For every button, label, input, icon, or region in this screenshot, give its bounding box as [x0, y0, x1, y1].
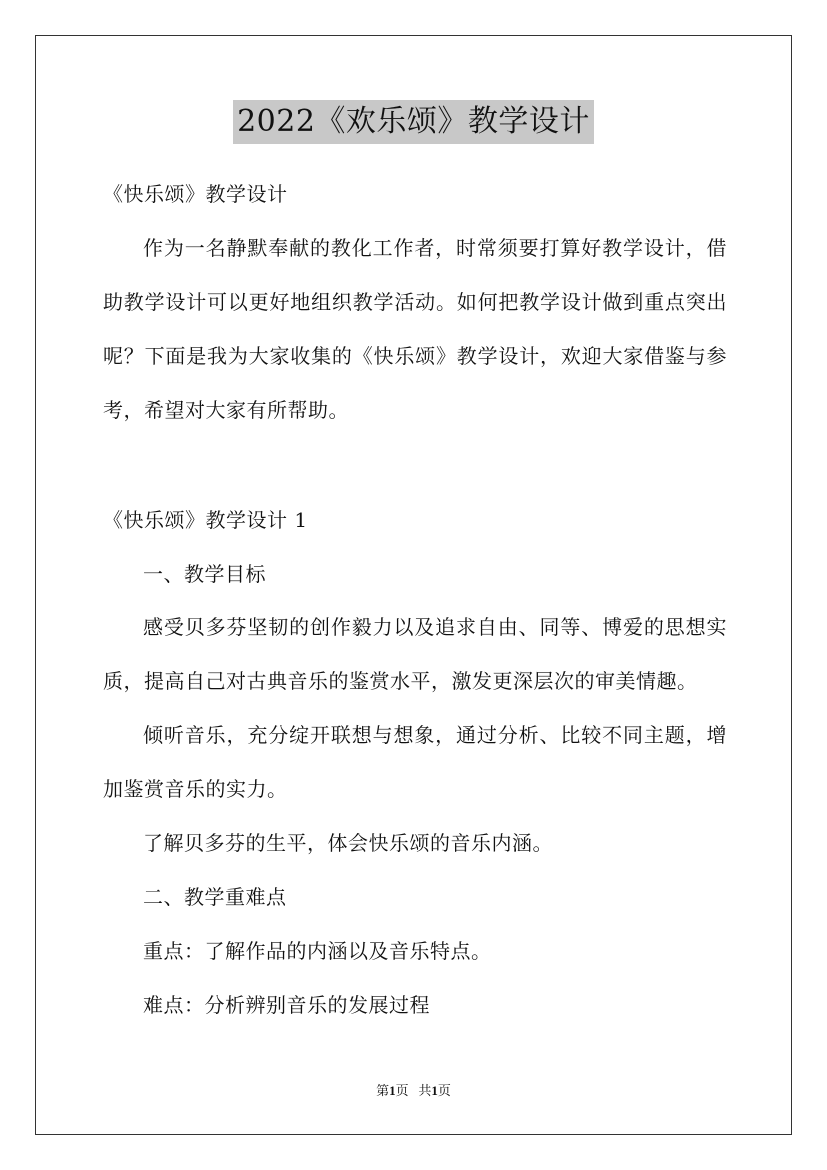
title-container	[0, 100, 827, 144]
key-point-text: 重点：了解作品的内涵以及音乐特点。	[143, 939, 492, 963]
goal-paragraph-1: 感受贝多芬坚韧的创作毅力以及追求自由、同等、博爱的思想实质，提高自己对古典音乐的鉴赏水平，激发更深层次的审美情趣。	[103, 615, 727, 693]
intro-paragraph: 作为一名静默奉献的教化工作者，时常须要打算好教学设计，借助教学设计可以更好地组织教学活动。如何把教学设计做到重点突出呢？下面是我为大家收集的《快乐颂》教学设计，欢迎大家借鉴与参考，希望对大家有所帮助。	[103, 236, 727, 422]
section-heading: 《快乐颂》教学设计 1	[103, 508, 308, 532]
goals-heading: 一、教学目标	[143, 562, 266, 586]
footer-page-number: 1	[389, 1083, 396, 1098]
footer-page-suffix: 页	[437, 1083, 451, 1098]
key-points-heading: 二、教学重难点	[143, 885, 287, 909]
page-footer	[0, 1083, 827, 1099]
goal-paragraph-3: 了解贝多芬的生平，体会快乐颂的音乐内涵。	[143, 831, 553, 855]
footer-page-total: 1	[431, 1083, 438, 1098]
footer-page-prefix: 第	[376, 1083, 390, 1098]
footer-page-mid: 页 共	[395, 1083, 432, 1098]
difficult-point-text: 难点：分析辨别音乐的发展过程	[143, 993, 430, 1017]
goal-paragraph-2: 倾听音乐，充分绽开联想与想象，通过分析、比较不同主题，增加鉴赏音乐的实力。	[103, 723, 727, 801]
document-title: 2022《欢乐颂》教学设计	[233, 100, 594, 144]
document-subtitle: 《快乐颂》教学设计	[103, 182, 288, 206]
